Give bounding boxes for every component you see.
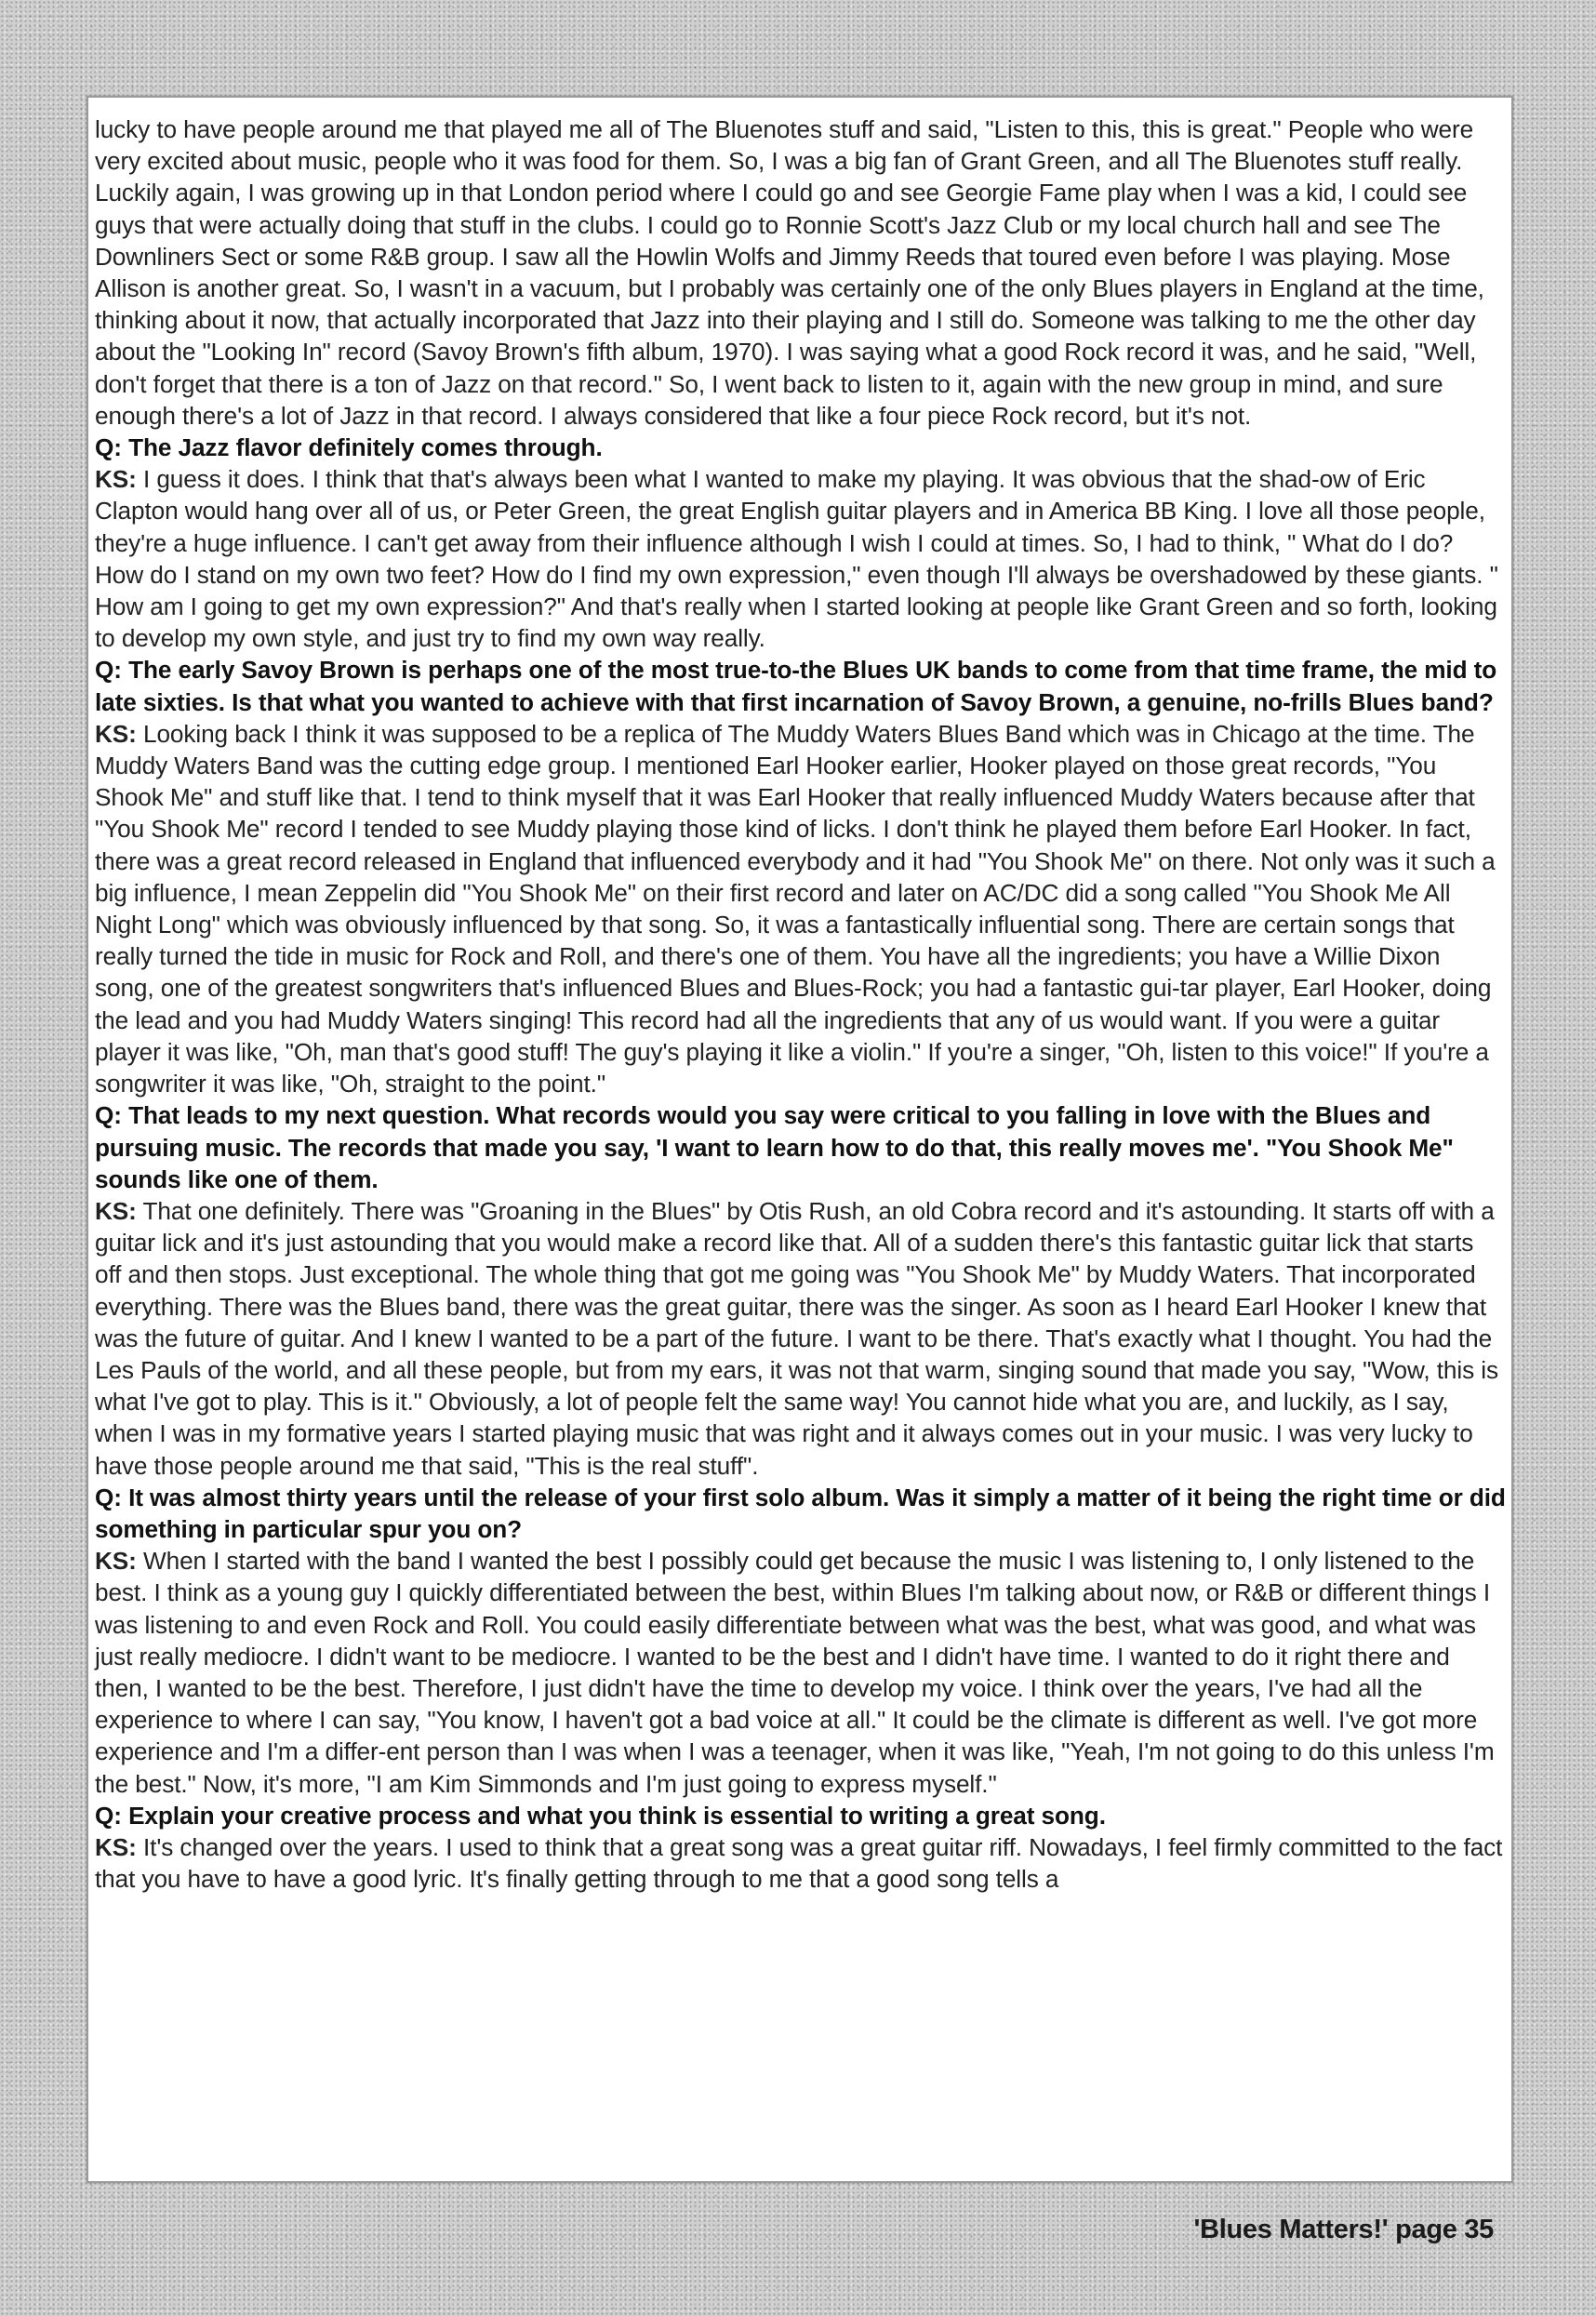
answer-5-text: It's changed over the years. I used to think that a great song was a great guitar riff. Nowadays, I feel firmly committed to the fact that you have to have a good lyric. It's finally getting through to me that a good song tells a	[95, 1832, 1503, 1894]
speaker-label: KS:	[95, 1196, 137, 1225]
paragraph-intro: lucky to have people around me that played me all of The Bluenotes stuff and said, "Listen to this, this is great." People who were very excited about music, people who it was food for them. So, I was a big fan of Grant Green, and all The Bluenotes stuff really. Luckily again, I was growing up in that London period where I could go and see Georgie Fame play when I was a kid, I could see guys that were actually doing that stuff in the clubs. I could go to Ronnie Scott's Jazz Club or my local church hall and see The Downliners Sect or some R&B group. I saw all the Howlin Wolfs and Jimmy Reeds that toured even before I was playing. Mose Allison is another great. So, I wasn't in a vacuum, but I probably was certainly one of the only Blues players in England at the time, thinking about it now, that actually incorporated that Jazz into their playing and I still do. Someone was talking to me the other day about the "Looking In" record (Savoy Brown's fifth album, 1970). I was saying what a good Rock record it was, and he said, "Well, don't forget that there is a ton of Jazz on that record." So, I went back to listen to it, again with the new group in mind, and sure enough there's a lot of Jazz in that record. I always considered that like a four piece Rock record, but it's not.	[95, 115, 1484, 430]
question-1: Q: The Jazz flavor definitely comes through.	[95, 433, 603, 462]
answer-3-text: That one definitely. There was "Groaning in the Blues" by Otis Rush, an old Cobra record and it's astounding. It starts off with a guitar lick and it's just astounding that you would make a record like that. All of a sudden there's this fantastic guitar lick that starts off and then stops. Just exceptional. The whole thing that got me going was "You Shook Me" by Muddy Waters. That incorporated everything. There was the Blues band, there was the great guitar, there was the singer. As soon as I heard Earl Hooker I knew that was the future of guitar. And I knew I wanted to be a part of the future. I want to be there. That's exactly what I thought. You had the Les Pauls of the world, and all these people, but from my ears, it was not that warm, singing sound that made you say, "Wow, this is what I've got to play. This is it." Obviously, a lot of people felt the same way! You cannot hide what you are, and luckily, as I say, when I was in my formative years I started playing music that was right and it always comes out in your music. I was very lucky to have those people around me that said, "This is the real stuff".	[95, 1196, 1498, 1480]
answer-2	[95, 718, 1506, 1099]
answer-5	[95, 1831, 1506, 1895]
answer-1-text: I guess it does. I think that that's always been what I wanted to make my playing. It was obvious that the shad-ow of Eric Clapton would hang over all of us, or Peter Green, the great English guitar players and in America BB King. I love all those people, they're a huge influence. I can't get away from their influence although I wish I could at times. So, I had to think, " What do I do? How do I stand on my own two feet? How do I find my own expression," even though I'll always be overshadowed by these giants. " How am I going to get my own expression?" And that's really when I started looking at people like Grant Green and so forth, looking to develop my own style, and just try to find my own way really.	[95, 465, 1498, 653]
speaker-label: KS:	[95, 1547, 137, 1576]
answer-2-text: Looking back I think it was supposed to be a replica of The Muddy Waters Blues Band which was in Chicago at the time. The Muddy Waters Band was the cutting edge group. I mentioned Earl Hooker earlier, Hooker played on those great records, "You Shook Me" and stuff like that. I tend to think myself that it was Earl Hooker that really influenced Muddy Waters because after that "You Shook Me" record I tended to see Muddy playing those kind of licks. I don't think he played them before Earl Hooker. In fact, there was a great record released in England that influenced everybody and it had "You Shook Me" on there. Not only was it such a big influence, I mean Zeppelin did "You Shook Me" on their first record and later on AC/DC did a song called "You Shook Me All Night Long" which was obviously influenced by that song. So, it was a fantastically influential song. There are certain songs that really turned the tide in music for Rock and Roll, and there's one of them. You have all the ingredients; you have a Willie Dixon song, one of the greatest songwriters that's influenced Blues and Blues-Rock; you had a fantastic gui-tar player, Earl Hooker, doing the lead and you had Muddy Waters singing! This record had all the ingredients that any of us would want. If you were a guitar player it was like, "Oh, man that's good stuff! The guy's playing it like a violin." If you're a singer, "Oh, listen to this voice!" If you're a songwriter it was like, "Oh, straight to the point."	[95, 719, 1496, 1098]
speaker-label: KS:	[95, 465, 137, 494]
answer-4-text: When I started with the band I wanted the best I possibly could get because the music I was listening to, I only listened to the best. I think as a young guy I quickly differentiated between the best, within Blues I'm talking about now, or R&B or different things I was listening to and even Rock and Roll. You could easily differentiate between what was the best, what was good, and what was just really mediocre. I didn't want to be mediocre. I wanted to be the best and I didn't have time. I wanted to do it right there and then, I wanted to be the best. Therefore, I just didn't have the time to develop my voice. I think over the years, I've had all the experience to where I can say, "You know, I haven't got a bad voice at all." It could be the climate is different as well. I've got more experience and I'm a differ-ent person than I was when I was a teenager, when it was like, "Yeah, I'm not going to do this unless I'm the best." Now, it's more, "I am Kim Simmonds and I'm just going to express myself."	[95, 1547, 1495, 1798]
speaker-label: KS:	[95, 719, 137, 748]
answer-4	[95, 1545, 1506, 1800]
article-body	[95, 113, 1506, 1895]
article-panel	[86, 96, 1513, 2183]
answer-3	[95, 1195, 1506, 1482]
answer-1	[95, 463, 1506, 654]
question-2: Q: The early Savoy Brown is perhaps one of the most true-to-the Blues UK bands to come from that time frame, the mid to late sixties. Is that what you wanted to achieve with that first incarnation of Savoy Brown, a genuine, no-frills Blues band?	[95, 656, 1497, 716]
question-3: Q: That leads to my next question. What records would you say were critical to you falling in love with the Blues and pursuing music. The records that made you say, 'I want to learn how to do that, this really moves me'. "You Shook Me" sounds like one of them.	[95, 1101, 1454, 1193]
question-4: Q: It was almost thirty years until the release of your first solo album. Was it simply a matter of it being the right time or did something in particular spur you on?	[95, 1483, 1506, 1543]
speaker-label: KS:	[95, 1832, 137, 1861]
page-footer: 'Blues Matters!' page 35	[1193, 2215, 1494, 2244]
question-5: Q: Explain your creative process and what you think is essential to writing a great song.	[95, 1801, 1106, 1830]
